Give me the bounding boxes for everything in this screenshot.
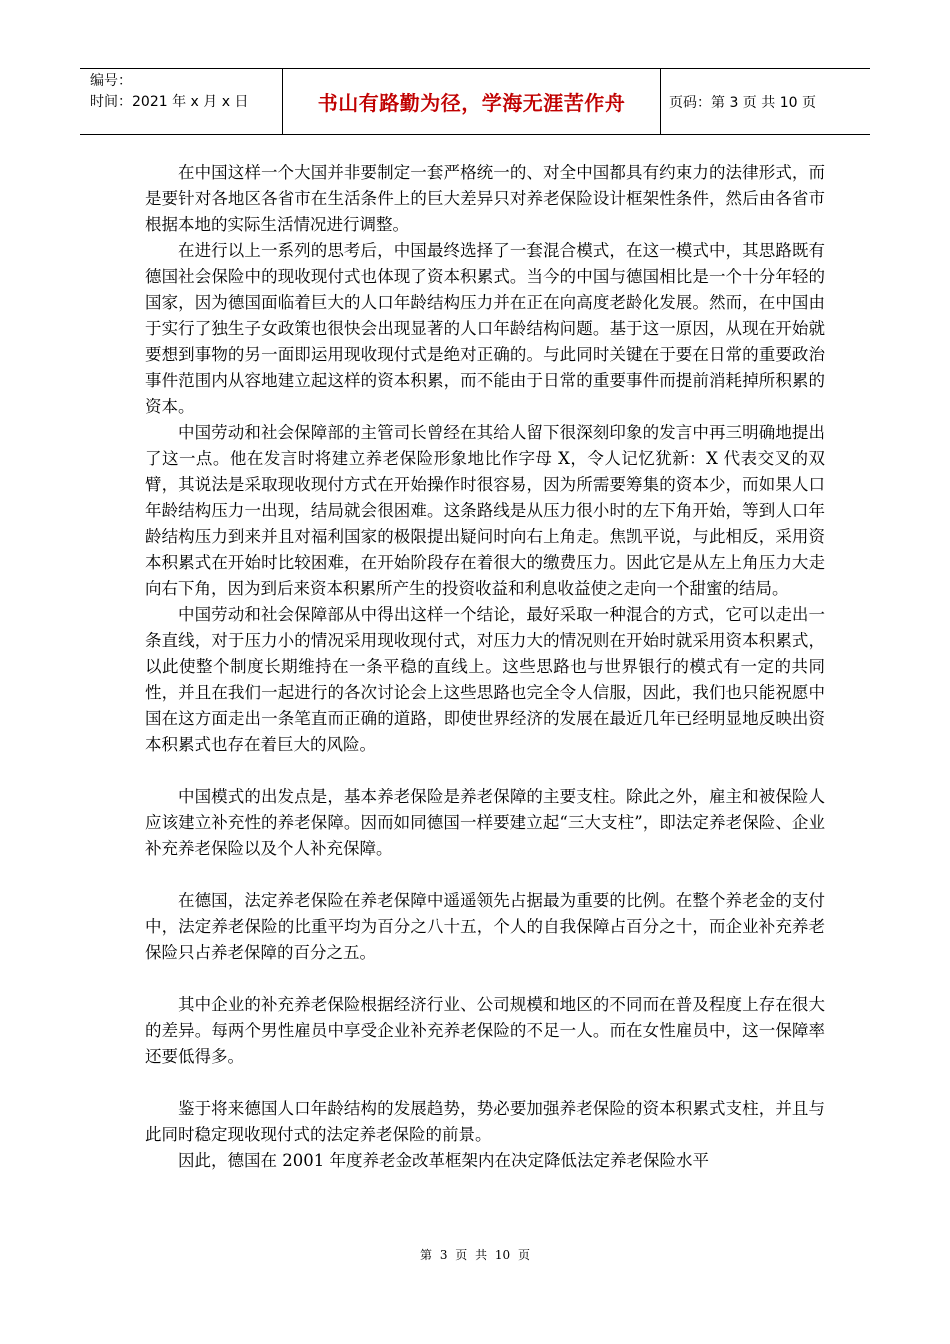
document-body [145,160,825,1174]
paragraph: 在中国这样一个大国并非要制定一套严格统一的、对全中国都具有约束力的法律形式，而是要针对各地区各省市在生活条件上的巨大差异只对养老保险设计框架性条件，然后由各省市根据本地的实际生活情况进行调整。 [145,163,825,234]
header-page-info: 页码：第 3 页 共 10 页 [669,94,816,111]
paragraph: 中国模式的出发点是，基本养老保险是养老保障的主要支柱。除此之外，雇主和被保险人应该建立补充性的养老保障。因而如同德国一样要建立起“三大支柱”，即法定养老保险、企业补充养老保险以及个人补充保障。 [145,787,825,858]
page-header [80,68,870,135]
paragraph: 在德国，法定养老保险在养老保障中遥遥领先占据最为重要的比例。在整个养老金的支付中，法定养老保险的比重平均为百分之八十五，个人的自我保障占百分之十，而企业补充养老保险只占养老保障的百分之五。 [145,891,825,962]
paragraph: 中国劳动和社会保障部从中得出这样一个结论，最好采取一种混合的方式，它可以走出一条直线，对于压力小的情况采用现收现付式，对压力大的情况则在开始时就采用资本积累式，以此使整个制度长期维持在一条平稳的直线上。这些思路也与世界银行的模式有一定的共同性，并且在我们一起进行的各次讨论会上这些思路也完全令人信服，因此，我们也只能祝愿中国在这方面走出一条笔直而正确的道路，即使世界经济的发展在最近几年已经明显地反映出资本积累式也存在着巨大的风险。 [145,605,825,754]
paragraph: 鉴于将来德国人口年龄结构的发展趋势，势必要加强养老保险的资本积累式支柱，并且与此同时稳定现收现付式的法定养老保险的前景。 [145,1099,825,1144]
document-number-label: 编号： [90,73,132,89]
document-time-label: 时间：2021 年 x 月 x 日 [90,94,249,110]
paragraph: 中国劳动和社会保障部的主管司长曾经在其给人留下很深刻印象的发言中再三明确地提出了这一点。他在发言时将建立养老保险形象地比作字母 X，令人记忆犹新：X 代表交叉的双臂，其说法是采取现收现付方式在开始操作时很容易，因为所需要筹集的资本少，而如果人口年龄结构压力一出现，结局就会很困难。这条路线是从压力很小时的左下角开始，等到人口年龄结构压力到来并且对福利国家的极限提出疑问时向右上角走。焦凯平说，与此相反，采用资本积累式在开始时比较困难，在开始阶段存在着很大的缴费压力。因此它是从左上角压力大走向右下角，因为到后来资本积累所产生的投资收益和利息收益使之走向一个甜蜜的结局。 [145,423,825,598]
paragraph: 其中企业的补充养老保险根据经济行业、公司规模和地区的不同而在普及程度上存在很大的差异。每两个男性雇员中享受企业补充养老保险的不足一人。而在女性雇员中，这一保障率还要低得多。 [145,995,825,1066]
header-motto: 书山有路勤为径，学海无涯苦作舟 [283,69,661,134]
header-meta [80,69,283,134]
paragraph: 因此，德国在 2001 年度养老金改革框架内在决定降低法定养老保险水平 [178,1151,709,1170]
paragraph: 在进行以上一系列的思考后，中国最终选择了一套混合模式，在这一模式中，其思路既有德国社会保险中的现收现付式也体现了资本积累式。当今的中国与德国相比是一个十分年轻的国家，因为德国面临着巨大的人口年龄结构压力并在正在向高度老龄化发展。然而，在中国由于实行了独生子女政策也很快会出现显著的人口年龄结构问题。基于这一原因，从现在开始就要想到事物的另一面即运用现收现付式是绝对正确的。与此同时关键在于要在日常的重要政治事件范围内从容地建立起这样的资本积累，而不能由于日常的重要事件而提前消耗掉所积累的资本。 [145,241,825,416]
page-footer: 第 3 页 共 10 页 [420,1248,530,1262]
